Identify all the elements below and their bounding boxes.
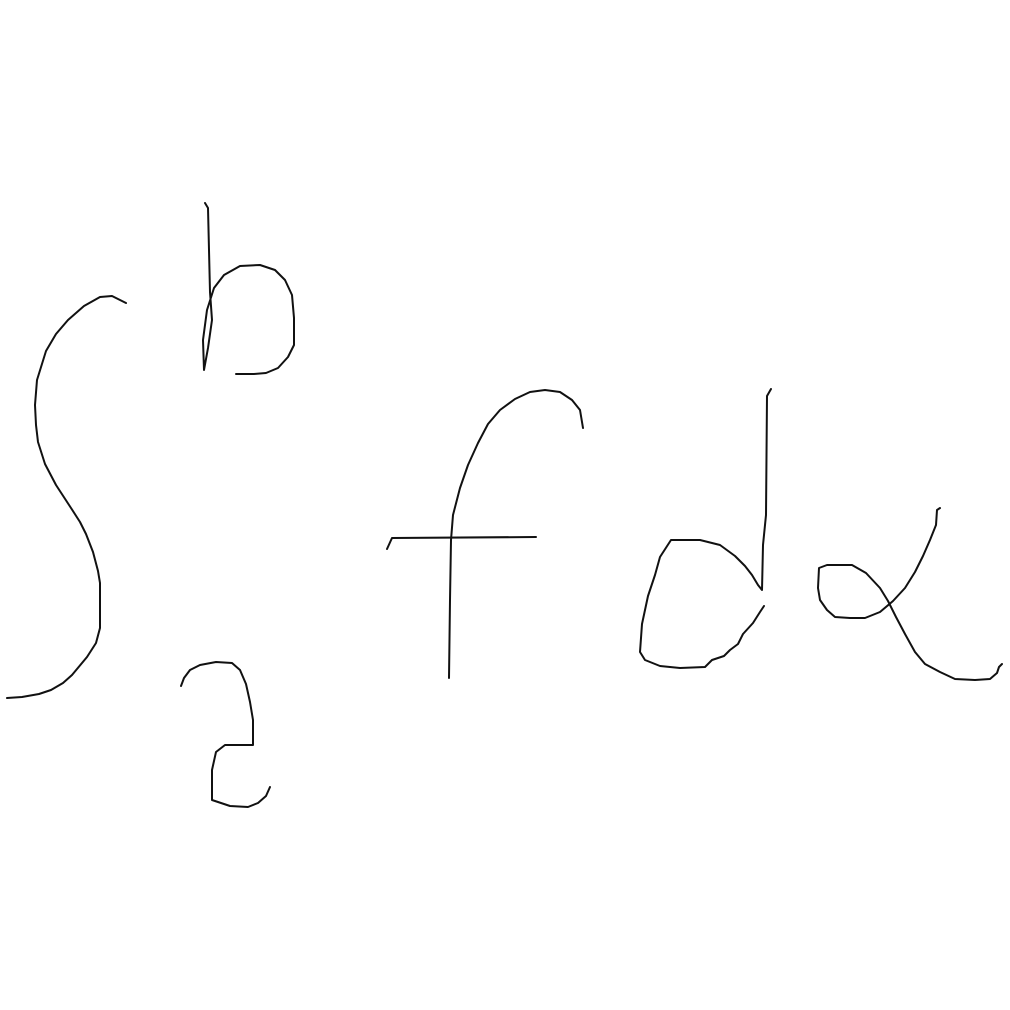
- upper-limit-b-stroke: [203, 203, 294, 374]
- letter-f-stroke: [449, 390, 583, 678]
- letter-f-crossbar-stroke: [387, 537, 536, 549]
- integral-sign-stroke: [7, 296, 126, 698]
- letter-d-stroke: [640, 389, 771, 668]
- letter-alpha-stroke: [818, 508, 1002, 680]
- lower-limit-a-stroke: [181, 662, 270, 807]
